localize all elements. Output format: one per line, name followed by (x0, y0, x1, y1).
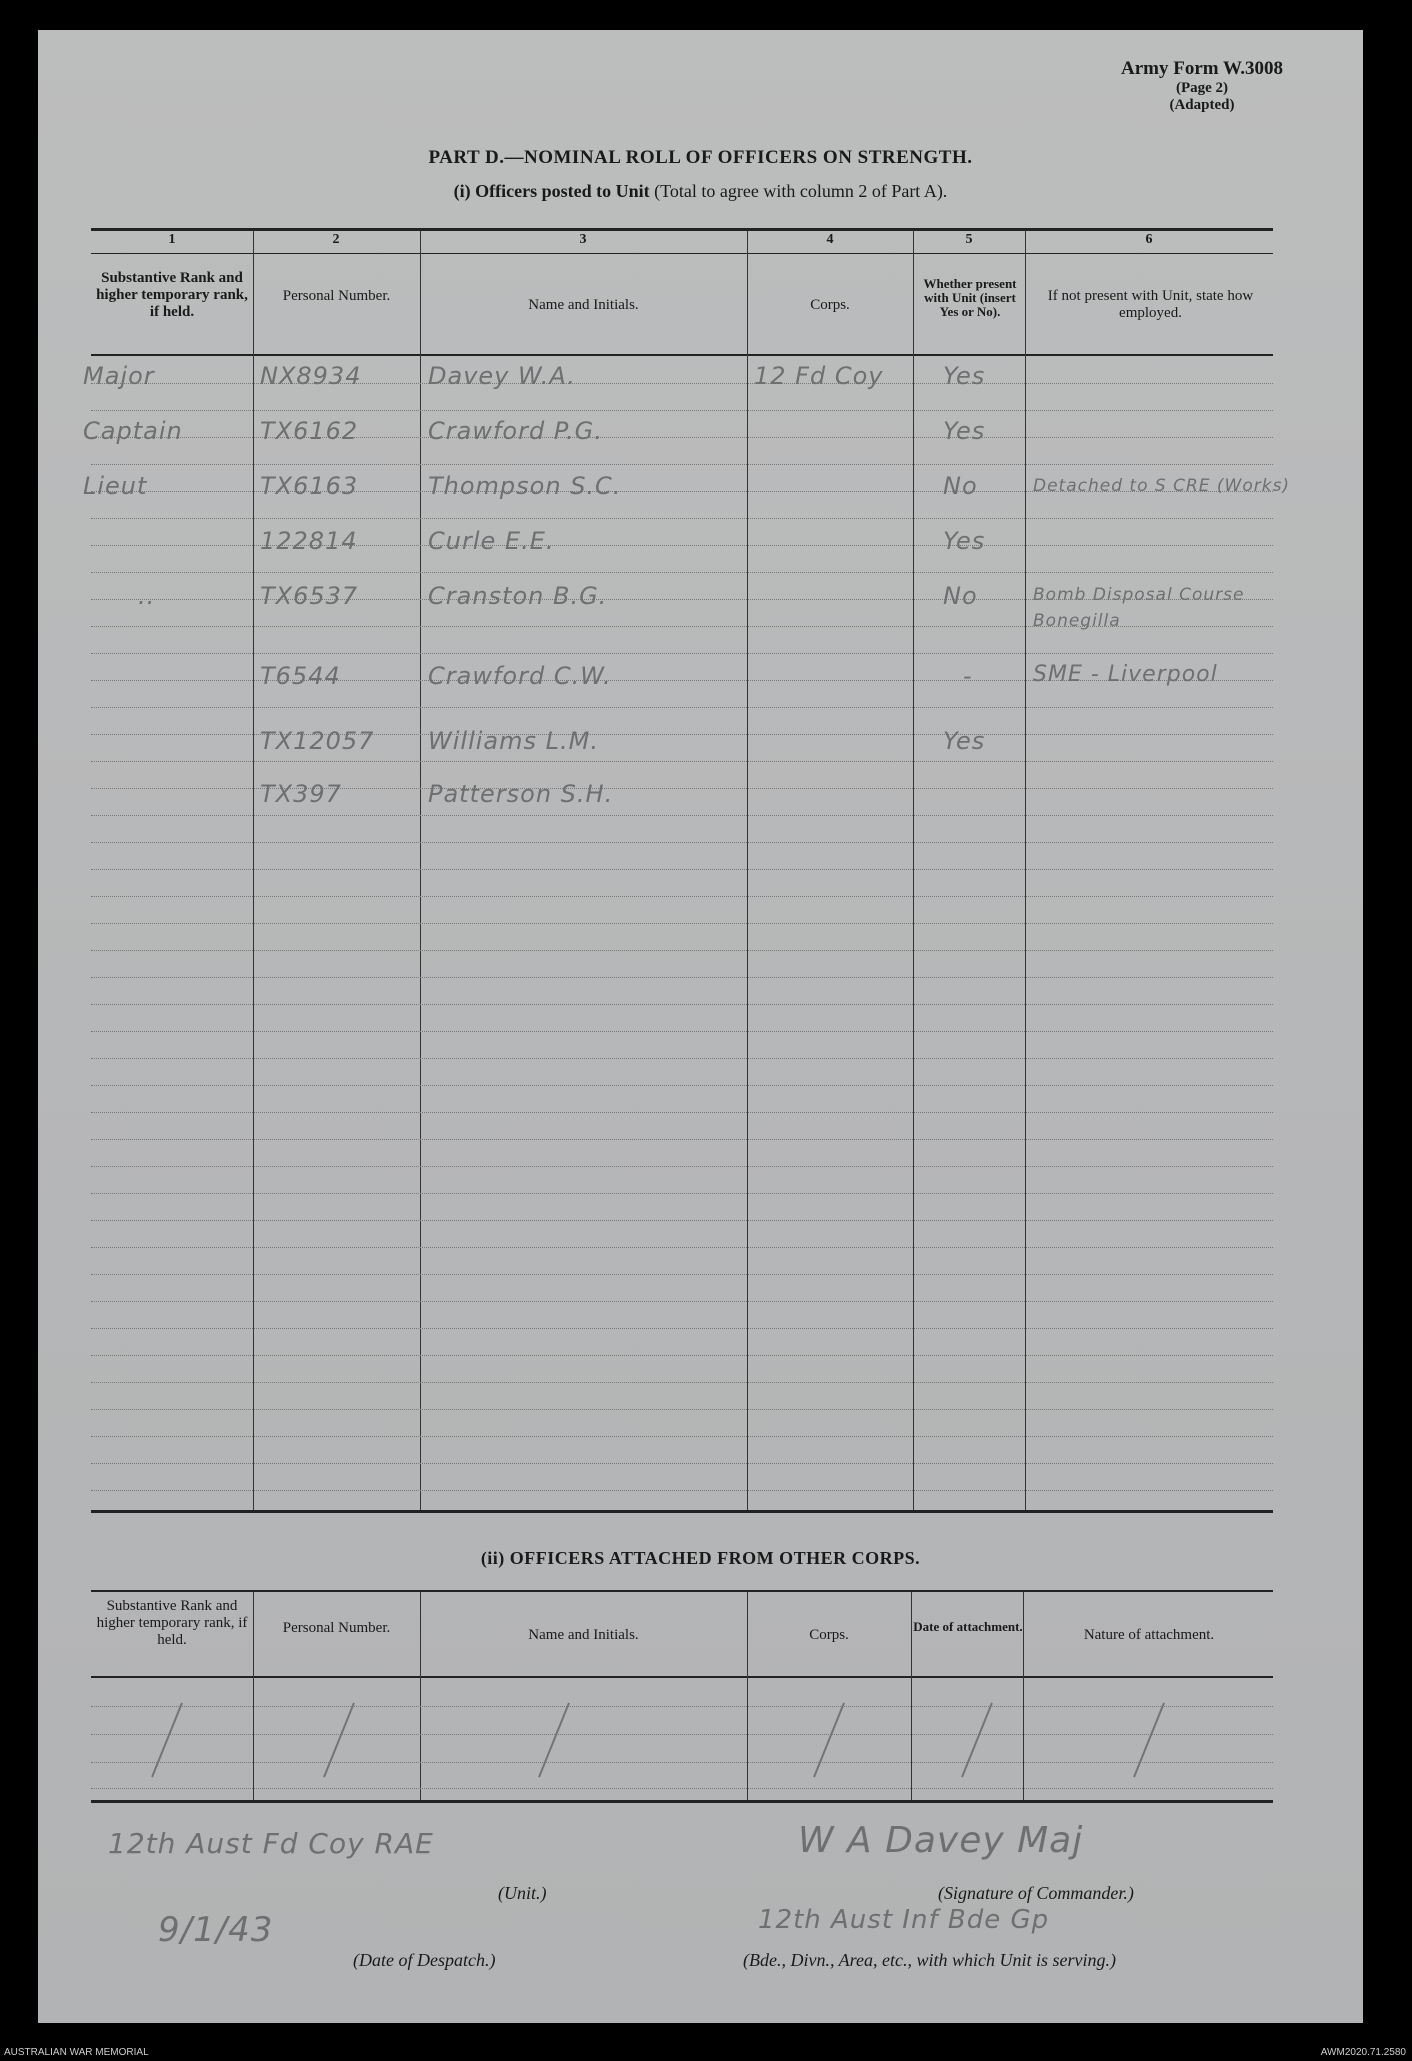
section-ii-bottom-rule (91, 1800, 1273, 1803)
dotted-row-line (91, 842, 1273, 843)
blank-slash-mark (323, 1703, 355, 1778)
footer-institution: AUSTRALIAN WAR MEMORIAL (4, 2047, 149, 2058)
dotted-row-line (91, 950, 1273, 951)
dotted-row-line (91, 1301, 1273, 1302)
column-divider (420, 230, 421, 1510)
table-bottom-rule (91, 1510, 1273, 1513)
dotted-row-line (91, 1706, 1273, 1707)
unit-label: (Unit.) (498, 1883, 547, 1903)
blank-slash-mark (151, 1703, 183, 1778)
column-number: 5 (965, 232, 973, 247)
name-cell: Curle E.E. (428, 527, 555, 555)
header-bottom-rule (91, 354, 1273, 356)
header-personal-number-ii: Personal Number. (282, 1620, 391, 1636)
name-cell: Williams L.M. (428, 727, 599, 755)
dotted-row-line (91, 707, 1273, 708)
corps-cell: 12 Fd Coy (754, 362, 884, 390)
dotted-row-line (91, 1328, 1273, 1329)
rank-cell: .. (138, 582, 156, 610)
dotted-row-line (91, 896, 1273, 897)
dotted-row-line (91, 1490, 1273, 1491)
dotted-row-line (91, 1247, 1273, 1248)
blank-slash-mark (813, 1703, 845, 1778)
form-name: Army Form W.3008 (1120, 58, 1283, 79)
dotted-row-line (91, 1274, 1273, 1275)
personal-number-cell: TX6162 (260, 417, 359, 445)
part-d-title: PART D.—NOMINAL ROLL OF OFFICERS ON STRENGTH. (428, 147, 973, 168)
header-date-ii: Date of attachment. (913, 1619, 1023, 1634)
commander-label: (Signature of Commander.) (938, 1883, 1134, 1903)
bde-value: 12th Aust Inf Bde Gp (758, 1905, 1050, 1935)
column-number: 1 (168, 232, 176, 247)
blank-slash-mark (1133, 1703, 1165, 1778)
rank-cell: Captain (83, 417, 183, 445)
present-cell: Yes (943, 417, 986, 445)
dotted-row-line (91, 572, 1273, 573)
dotted-row-line (91, 653, 1273, 654)
present-cell: Yes (943, 527, 986, 555)
column-divider (1023, 1592, 1024, 1800)
present-cell: - (963, 662, 973, 690)
dotted-row-line (91, 1004, 1273, 1005)
blank-slash-mark (538, 1703, 570, 1778)
column-divider (1025, 230, 1026, 1510)
dotted-row-line (91, 1463, 1273, 1464)
dotted-row-line (91, 923, 1273, 924)
header-corps-ii: Corps. (809, 1627, 849, 1643)
dotted-row-line (91, 1085, 1273, 1086)
rank-cell: Major (83, 362, 155, 390)
header-personal-number: Personal Number. (282, 288, 391, 304)
column-number: 2 (332, 232, 340, 247)
header-name: Name and Initials. (528, 297, 639, 313)
dotted-row-line (91, 1734, 1273, 1735)
dotted-row-line (91, 977, 1273, 978)
unit-value: 12th Aust Fd Coy RAE (108, 1827, 434, 1860)
column-number: 3 (579, 232, 587, 247)
section-ii-header-rule (91, 1676, 1273, 1678)
form-page: (Page 2) (1175, 80, 1229, 96)
bde-label: (Bde., Divn., Area, etc., with which Unit is serving.) (743, 1950, 1116, 1970)
name-cell: Cranston B.G. (428, 582, 608, 610)
rank-cell: Lieut (83, 472, 148, 500)
column-divider (911, 1592, 912, 1800)
dotted-row-line (91, 1058, 1273, 1059)
dotted-row-line (91, 869, 1273, 870)
name-cell: Thompson S.C. (428, 472, 622, 500)
dotted-row-line (91, 1382, 1273, 1383)
dotted-row-line (91, 410, 1273, 411)
dotted-row-line (91, 1166, 1273, 1167)
present-cell: No (943, 472, 978, 500)
name-cell: Crawford C.W. (428, 662, 612, 690)
dotted-row-line (91, 1031, 1273, 1032)
form-sheet (38, 30, 1363, 2023)
dotted-row-line (91, 1788, 1273, 1789)
table-top-rule (91, 228, 1273, 231)
dotted-row-line (91, 1220, 1273, 1221)
personal-number-cell: 122814 (260, 527, 358, 555)
column-divider (913, 230, 914, 1510)
footer-accession: AWM2020.71.2580 (1320, 2047, 1406, 2058)
personal-number-cell: TX6163 (260, 472, 359, 500)
dotted-row-line (91, 1436, 1273, 1437)
dotted-row-line (91, 1112, 1273, 1113)
dotted-row-line (91, 815, 1273, 816)
dotted-row-line (91, 1409, 1273, 1410)
employment-cell: Detached to S CRE (Works) (1033, 476, 1291, 496)
dotted-row-line (91, 518, 1273, 519)
personal-number-cell: NX8934 (260, 362, 362, 390)
date-label: (Date of Despatch.) (353, 1950, 496, 1970)
section-i-title (38, 181, 1363, 202)
dotted-row-line (91, 1139, 1273, 1140)
column-divider (420, 1592, 421, 1800)
personal-number-cell: TX397 (260, 780, 342, 808)
employment-cell: Bomb Disposal Course Bonegilla (1033, 585, 1245, 631)
form-adapted: (Adapted) (1169, 97, 1235, 113)
name-cell: Patterson S.H. (428, 780, 614, 808)
column-number: 4 (826, 232, 834, 247)
present-cell: Yes (943, 727, 986, 755)
dotted-row-line (91, 464, 1273, 465)
dotted-row-line (91, 1193, 1273, 1194)
form-identifier (1121, 58, 1283, 114)
employment-cell: SME - Liverpool (1033, 662, 1218, 687)
column-number-rule (91, 253, 1273, 254)
column-divider (747, 1592, 748, 1800)
header-name-ii: Name and Initials. (528, 1627, 639, 1643)
column-number: 6 (1145, 232, 1153, 247)
despatch-date: 9/1/43 (158, 1910, 274, 1950)
section-i-rest: (Total to agree with column 2 of Part A). (654, 181, 948, 201)
personal-number-cell: TX12057 (260, 727, 375, 755)
header-employment: If not present with Unit, state how employed. (1047, 288, 1254, 321)
section-ii-title: (ii) OFFICERS ATTACHED FROM OTHER CORPS. (480, 1548, 921, 1568)
dotted-row-line (91, 1762, 1273, 1763)
name-cell: Crawford P.G. (428, 417, 603, 445)
column-divider (747, 230, 748, 1510)
section-ii-top-rule (91, 1590, 1273, 1592)
personal-number-cell: TX6537 (260, 582, 359, 610)
header-rank-ii: Substantive Rank and higher temporary rank, if held. (96, 1598, 248, 1648)
dotted-row-line (91, 1355, 1273, 1356)
header-rank: Substantive Rank and higher temporary rank, if held. (96, 270, 248, 320)
section-i-bold: (i) Officers posted to Unit (453, 181, 650, 201)
commander-signature: W A Davey Maj (798, 1820, 1084, 1861)
blank-slash-mark (961, 1703, 993, 1778)
header-corps: Corps. (810, 297, 850, 313)
column-divider (253, 230, 254, 1510)
dotted-row-line (91, 761, 1273, 762)
name-cell: Davey W.A. (428, 362, 576, 390)
header-nature-ii: Nature of attachment. (1083, 1627, 1215, 1643)
present-cell: Yes (943, 362, 986, 390)
personal-number-cell: T6544 (260, 662, 341, 690)
header-present: Whether present with Unit (insert Yes or No). (923, 276, 1017, 319)
present-cell: No (943, 582, 978, 610)
